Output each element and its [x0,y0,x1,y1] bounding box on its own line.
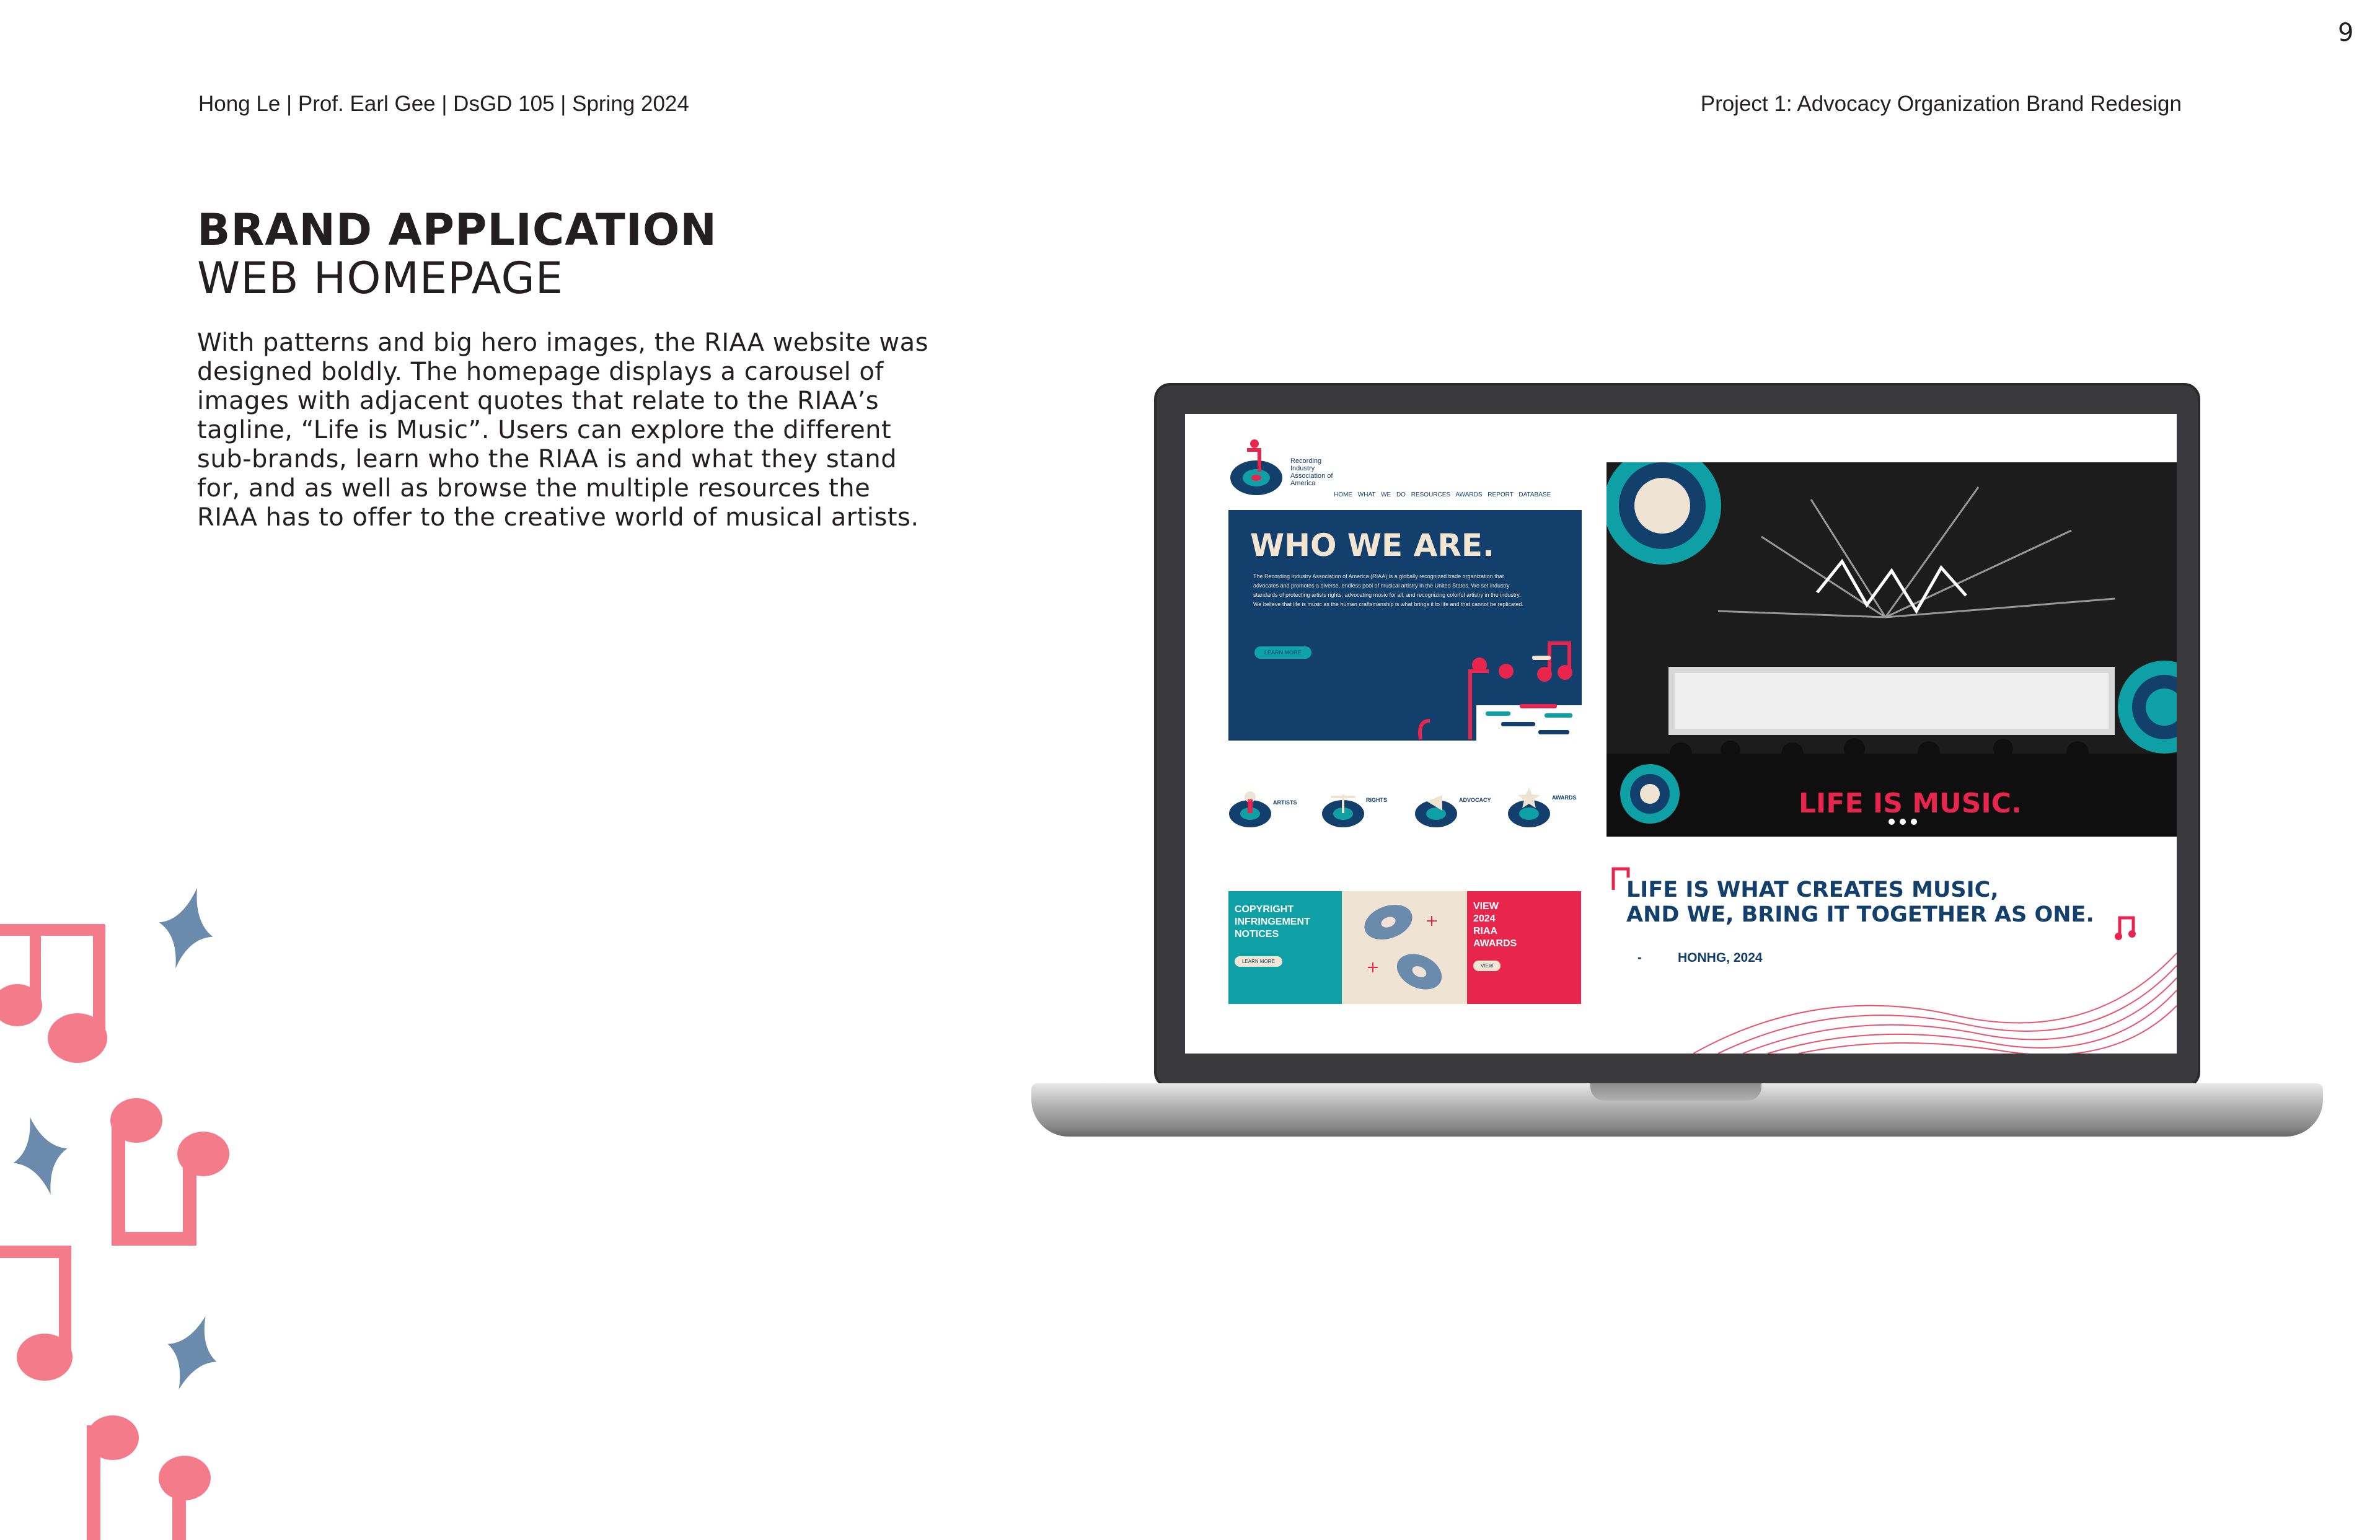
awards-card-title [1473,900,1517,950]
section-subtitle: WEB HOMEPAGE [197,253,563,304]
body-line: for, and as well as browse the multiple resources the [197,474,871,503]
card-line: COPYRIGHT [1235,904,1294,915]
body-line: sub-brands, learn who the RIAA is and what they stand [197,445,897,473]
music-note-icon [0,925,107,1063]
body-line: RIAA has to offer to the creative world of musical artists. [197,503,919,532]
quote-line: AND WE, BRING IT TOGETHER AS ONE. [1626,902,2094,927]
sub-brand-label: AWARDS [1552,794,1577,801]
rights-scales-icon [1321,786,1368,829]
card-line: NOTICES [1235,929,1279,939]
laptop-notch [1590,1083,1761,1101]
nav-resources[interactable]: RESOURCES [1411,491,1451,498]
logo-line: America [1290,480,1316,487]
card-line: AWARDS [1473,938,1517,949]
copyright-card-title [1235,904,1310,941]
quote-dash: - [1637,951,1642,965]
eighth-note-icon [110,1098,229,1246]
body-line: tagline, “Life is Music”. Users can explore the different [197,416,892,444]
website-homepage-screen [1185,414,2177,1054]
advocacy-megaphone-icon [1414,786,1461,829]
riaa-logo-icon [1228,438,1287,496]
logo-line: Association of [1290,472,1333,480]
who-we-are-text: The Recording Industry Association of America (RIAA) is a globally recognized trade organization that advocates and promotes a diverse, endless pool of musical artistry in the United States. We set industry standards of protecting artists rights, advocating music for all, and recognizing colorful artistry in the industry. We believe that life is music as the human craftsmanship is what brings it to life and that cannot be replicated. [1253,573,1524,607]
eighth-note-icon [87,1415,211,1540]
star-icon [149,881,224,976]
quote-author: HONHG, 2024 [1678,951,1763,965]
concert-stage-graphic [1606,462,2177,837]
body-line: images with adjacent quotes that relate to the RIAA’s [197,387,879,415]
copyright-card[interactable] [1228,891,1342,1004]
quote-text [1626,878,2094,927]
logo-wordmark [1290,457,1352,487]
learn-more-button[interactable]: LEARN MORE [1254,646,1311,659]
who-we-are-panel [1228,510,1582,741]
nav-database[interactable]: DATABASE [1518,491,1551,498]
hero-carousel-image[interactable] [1606,462,2177,837]
quote-end-music-note-icon [2113,913,2138,941]
who-we-are-title: WHO WE ARE. [1250,527,1494,563]
star-icon [154,1307,230,1398]
artists-vinyl-icon [1228,786,1275,829]
music-note-icon [0,1246,73,1381]
logo-line: Recording [1290,457,1322,465]
vinyl-graphic-card [1342,891,1467,1004]
star-icon [3,1110,78,1202]
card-line: VIEW [1473,901,1499,912]
wave-lines-pattern [1693,947,2177,1054]
nav-home[interactable]: HOME [1334,491,1352,498]
body-line: designed boldly. The homepage displays a carousel of [197,358,884,386]
sub-brand-row [1228,786,1582,829]
logo-line: Industry [1290,465,1315,472]
body-paragraph [197,328,1003,532]
nav-awards[interactable]: AWARDS [1455,491,1483,498]
card-line: INFRINGEMENT [1235,917,1310,927]
card-line: RIAA [1473,926,1498,936]
header-project-title: Project 1: Advocacy Organization Brand Redesign [1700,92,2182,116]
header-author-course: Hong Le | Prof. Earl Gee | DsGD 105 | Spring 2024 [198,92,689,116]
sub-brand-artists[interactable] [1228,786,1297,832]
sub-brand-advocacy[interactable] [1414,786,1491,832]
section-title: BRAND APPLICATION [197,205,717,255]
awards-card[interactable] [1467,891,1581,1004]
sub-brand-awards[interactable] [1507,786,1577,832]
view-awards-button[interactable]: VIEW [1473,961,1501,971]
hero-tagline: LIFE IS MUSIC. [1799,788,2022,819]
copyright-learn-more-button[interactable]: LEARN MORE [1235,956,1282,967]
awards-star-icon [1507,786,1554,829]
top-nav [1334,491,1551,498]
nav-report[interactable]: REPORT [1488,491,1514,498]
vinyl-records-graphic [1342,891,1467,1004]
page-number: 9 [2338,19,2354,47]
body-line: With patterns and big hero images, the RIAA website was [197,328,928,357]
sub-brand-label: ADVOCACY [1459,797,1491,803]
sub-brand-label: ARTISTS [1273,799,1297,806]
nav-what-we-do[interactable]: WHAT WE DO [1357,491,1406,498]
music-pattern-graphic [1414,634,1582,741]
card-line: 2024 [1473,913,1496,924]
sub-brand-label: RIGHTS [1366,797,1388,803]
quote-line: LIFE IS WHAT CREATES MUSIC, [1626,878,1999,902]
decorative-music-notes [0,868,260,1540]
sub-brand-rights[interactable] [1321,786,1388,832]
